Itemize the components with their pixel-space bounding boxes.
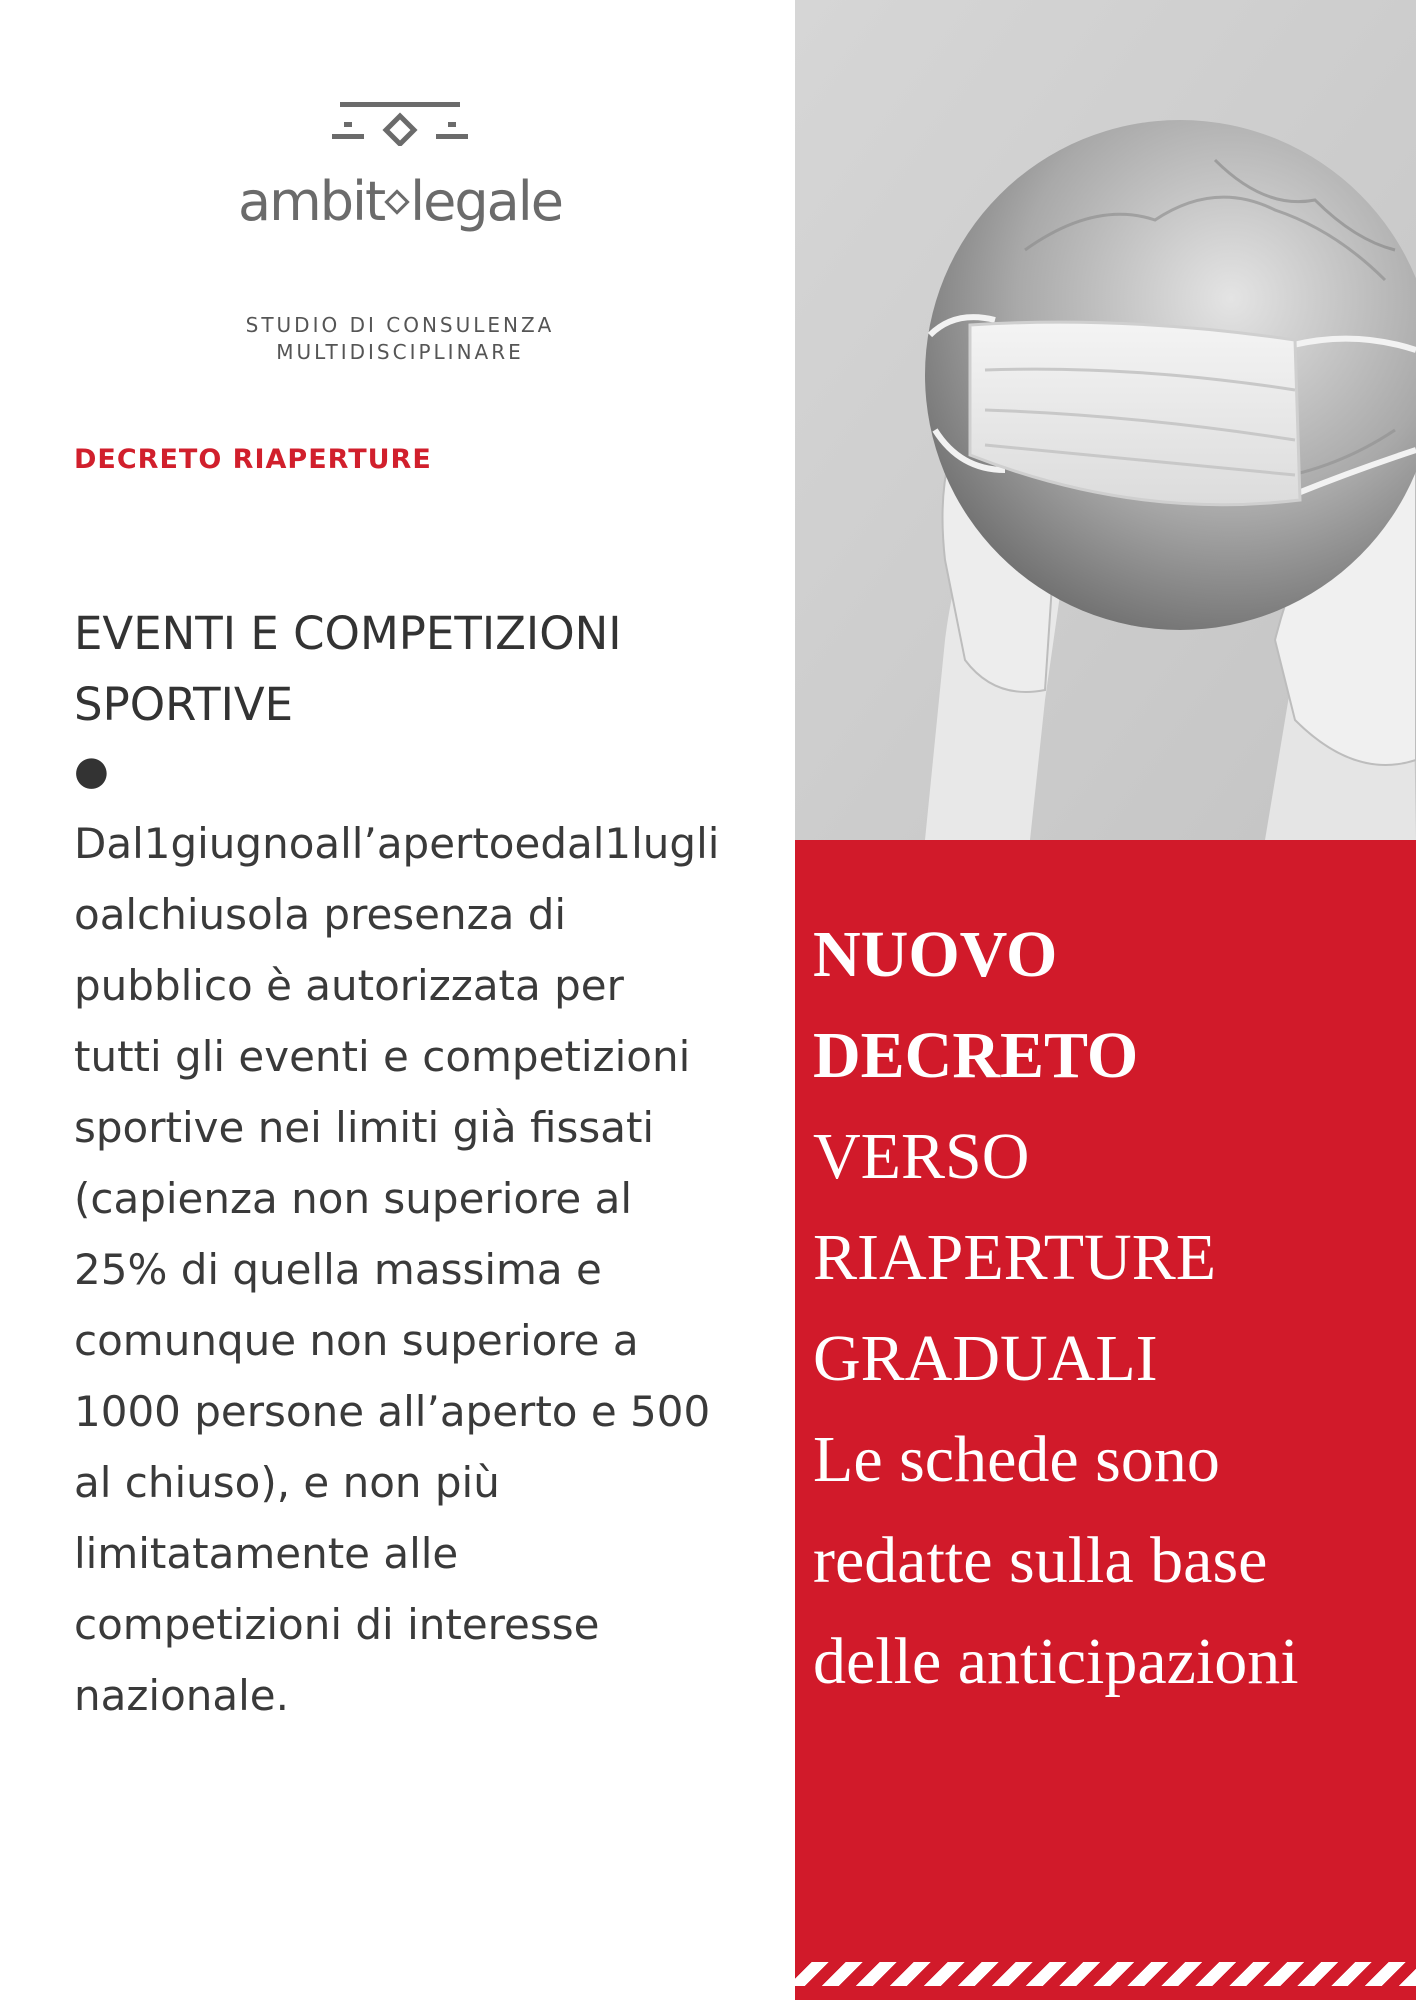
- headline-title-line-2: DECRETO: [813, 1019, 1139, 1092]
- bullet-icon: ●: [74, 748, 109, 794]
- globe-with-mask-image: [795, 0, 1416, 840]
- headline-text: [813, 904, 1403, 1712]
- headline-subtitle-line-1: VERSO: [813, 1120, 1030, 1193]
- section-label: DECRETO RIAPERTURE: [74, 444, 432, 475]
- tagline-line-2: MULTIDISCIPLINARE: [276, 340, 524, 364]
- tagline-line-1: STUDIO DI CONSULENZA: [245, 313, 555, 337]
- company-logo: [210, 100, 590, 250]
- section-heading: EVENTI E COMPETIZIONI SPORTIVE: [74, 607, 622, 731]
- photo-illustration: [795, 0, 1416, 840]
- headline-note-line-2: redatte sulla base: [813, 1524, 1268, 1597]
- diamond-icon: [384, 190, 409, 215]
- logo-wordmark: ambit legale: [238, 170, 562, 233]
- headline-subtitle-line-2: RIAPERTURE: [813, 1221, 1217, 1294]
- headline-subtitle-line-3: GRADUALI: [813, 1322, 1158, 1395]
- headline-note-line-1: Le schede sono: [813, 1423, 1220, 1496]
- headline-note-line-3: delle anticipazioni: [813, 1625, 1299, 1698]
- body-paragraph: Dal1giugnoall’apertoedal1luglioalchiusola presenza di pubblico è autorizzata per tutti gli eventi e competizioni sportive nei limiti già fissati (capienza non superiore al 25% di quella massima e comunque non superiore a 1000 persone all’aperto e 500 al chiuso), e non più limitatamente alle competizioni di interesse nazionale.: [74, 819, 720, 1720]
- logo-tagline: [180, 312, 620, 366]
- headline-panel: [795, 840, 1416, 2000]
- striped-border: [795, 1962, 1416, 1986]
- headline-title-line-1: NUOVO: [813, 918, 1058, 991]
- scales-logo-icon: [330, 100, 470, 146]
